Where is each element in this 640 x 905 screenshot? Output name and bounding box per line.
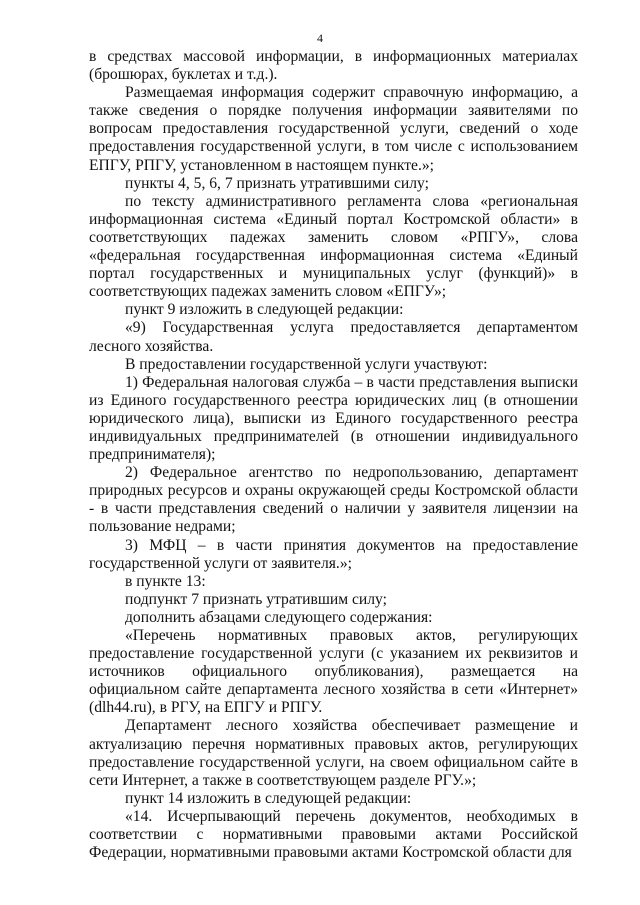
paragraph: Департамент лесного хозяйства обеспечивает размещение и актуализацию перечня нормативных правовых актов, регулирующих предоставление государственной услуги, на своем официальном сайте в сети Интернет, а также в соответствующем разделе РГУ.»; xyxy=(89,717,578,789)
paragraph: 2) Федеральное агентство по недропользованию, департамент природных ресурсов и охраны окружающей среды Костромской области - в части представления сведений о наличии у заявителя лицензии на пользование недрами; xyxy=(89,464,578,536)
paragraph: в пункте 13: xyxy=(125,572,206,590)
paragraph: пункт 14 изложить в следующей редакции: xyxy=(125,789,412,807)
document-body xyxy=(89,48,578,862)
page-number: 4 xyxy=(317,31,323,45)
paragraph: «9) Государственная услуга предоставляется департаментом лесного хозяйства. xyxy=(89,319,578,355)
paragraph: подпункт 7 признать утратившим силу; xyxy=(125,590,387,608)
paragraph: пункты 4, 5, 6, 7 признать утратившими силу; xyxy=(125,174,429,192)
paragraph: «14. Исчерпывающий перечень документов, необходимых в соответствии с нормативными правовыми актами Российской Федерации, нормативными правовыми актами Костромской области для xyxy=(89,807,578,862)
paragraph: 3) МФЦ – в части принятия документов на предоставление государственной услуги от заявителя.»; xyxy=(89,536,578,572)
paragraph: пункт 9 изложить в следующей редакции: xyxy=(125,301,404,319)
paragraph: 1) Федеральная налоговая служба – в части представления выписки из Единого государственного реестра юридических лиц (в отношении юридического лица), выписки из Единого государственного реестра индивидуальных предпринимателей (в отношении индивидуального предпринимателя); xyxy=(89,373,578,464)
paragraph: по тексту административного регламента слова «региональная информационная система «Единый портал Костромской области» в соответствующих падежах заменить словом «РПГУ», слова «федеральная государственная информационная система «Единый портал государственных и муниципальных услуг (функций)» в соответствующих падежах заменить словом «ЕПГУ»; xyxy=(89,192,578,301)
paragraph: дополнить абзацами следующего содержания: xyxy=(125,608,433,626)
paragraph: В предоставлении государственной услуги участвуют: xyxy=(125,355,488,373)
paragraph: «Перечень нормативных правовых актов, регулирующих предоставление государственной услуги (с указанием их реквизитов и источников официального опубликования), размещается на официальном сайте департамента лесного хозяйства в сети «Интернет» (dlh44.ru), в РГУ, на ЕПГУ и РПГУ. xyxy=(89,627,578,717)
paragraph: в средствах массовой информации, в информационных материалах (брошюрах, буклетах и т.д.). xyxy=(89,48,578,84)
paragraph: Размещаемая информация содержит справочную информацию, а также сведения о порядке получения информации заявителями по вопросам предоставления государственной услуги, сведений о ходе предоставления государственной услуги, в том числе с использованием ЕПГУ, РПГУ, установленном в настоящем пункте.»; xyxy=(89,84,578,174)
